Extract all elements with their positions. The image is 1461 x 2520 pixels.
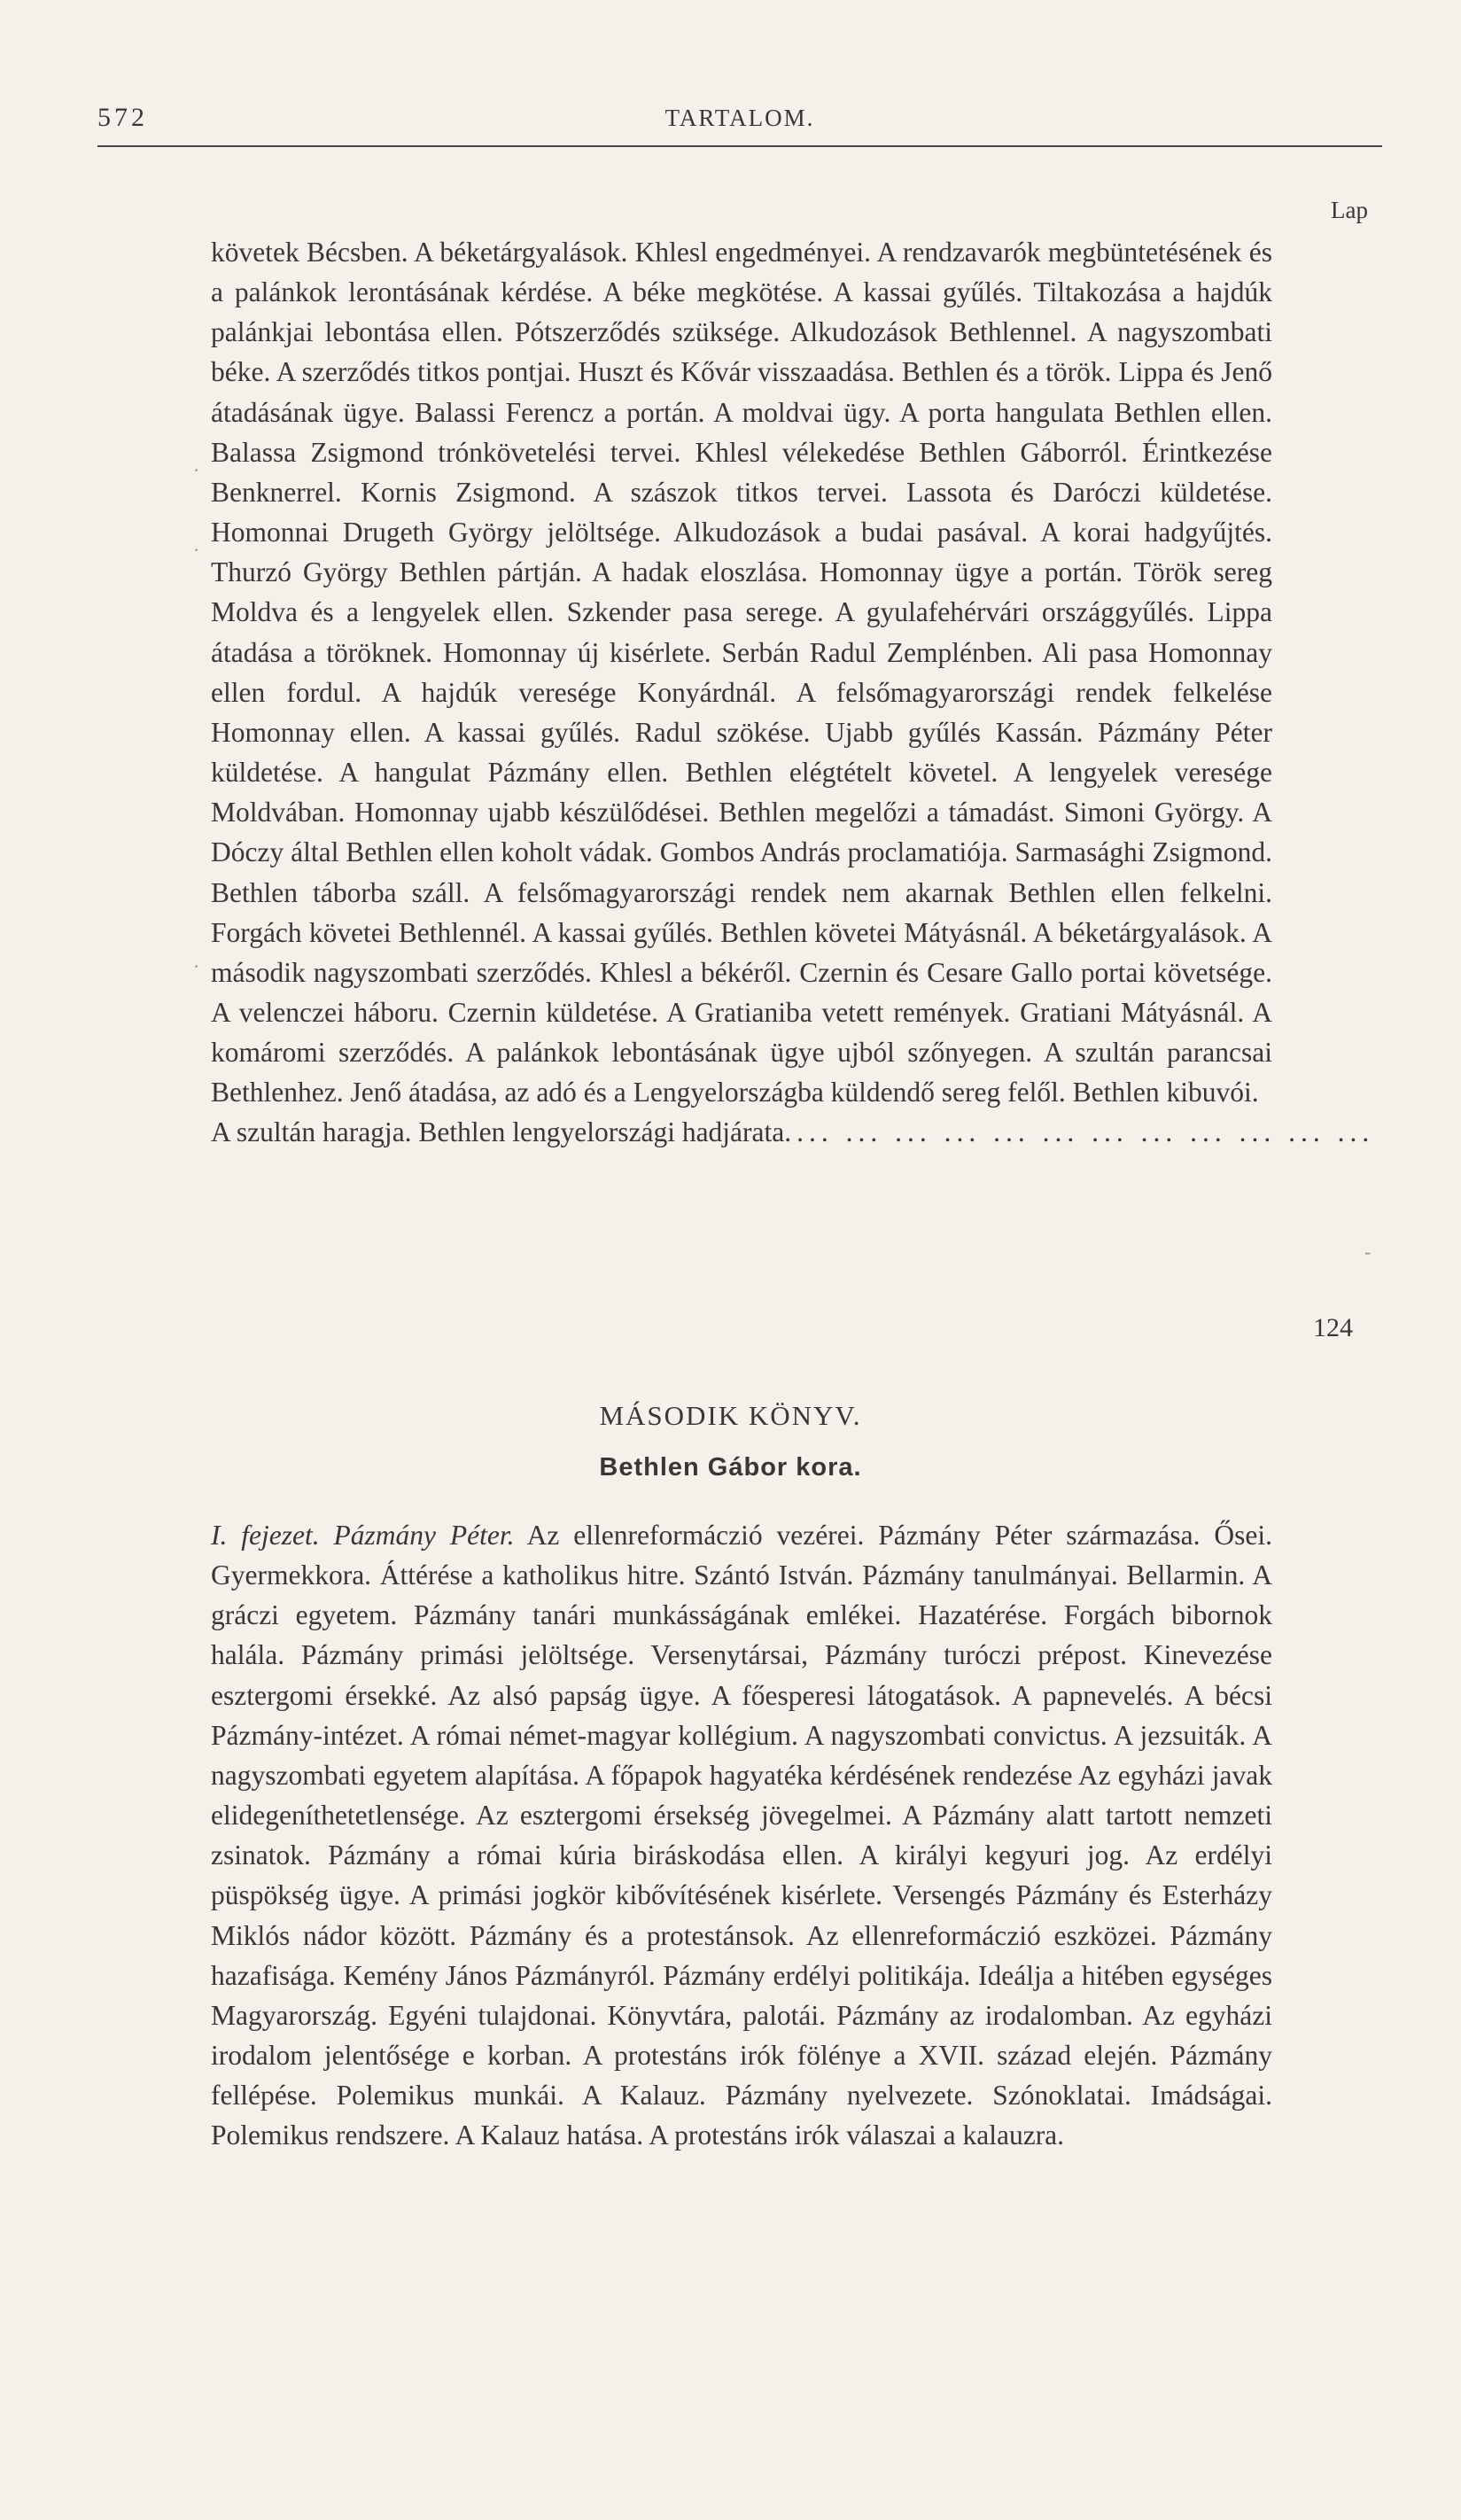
margin-mark: · — [193, 539, 200, 561]
book-title: MÁSODIK KÖNYV. — [599, 1400, 862, 1431]
page-header — [97, 99, 1382, 147]
book-subtitle: Bethlen Gábor kora. — [599, 1453, 862, 1482]
last-line-text: A szultán haragja. Bethlen lengyelországi hadjárata. — [211, 1116, 792, 1148]
running-head: TARTALOM. — [664, 105, 815, 131]
page-number: 572 — [97, 103, 148, 132]
lap-column-label: Lap — [1331, 197, 1368, 223]
paragraph-2-text: Az ellenreformáczió vezérei. Pázmány Péter származása. Ősei. Gyermekkora. Áttérése a katholikus hitre. Szántó István. Pázmány tanulmányai. Bellarmin. A gráczi egyetem. Pázmány tanári munkásságának emlékei. Hazatérése. Forgách bibornok halála. Pázmány primási jelöltsége. Versenytársai, Pázmány turóczi prépost. Kinevezése esztergomi érsekké. Az alsó papság ügye. A főesperesi látogatások. A papnevelés. A bécsi Pázmány-intézet. A római német-magyar kollégium. A nagyszombati convictus. A jezsuiták. A nagyszombati egyetem alapítása. A főpapok hagyatéka kérdésének rendezése Az egyházi javak elidegeníthetetlensége. Az esztergomi érsekség jövegelmei. A Pázmány alatt tartott nemzeti zsinatok. Pázmány a római kúria biráskodása ellen. A királyi kegyuri jog. Az erdélyi püspökség ügye. A primási jogkör kibővítésének kisérlete. Versengés Pázmány és Esterházy Miklós nádor között. Pázmány és a protestánsok. Az ellenreformáczió eszközei. Pázmány hazafisága. Kemény János Pázmányról. Pázmány erdélyi politikája. Ideálja a hitében egységes Magyarország. Egyéni tulajdonai. Könyvtára, palotái. Pázmány az irodalomban. Az egyházi irodalom jelentősége e korban. A protestáns irók fölénye a XVII. század elején. Pázmány fellépése. Polemikus munkái. A Kalauz. Pázmány nyelvezete. Szónoklatai. Imádságai. Polemikus rendszere. A Kalauz hatása. A protestáns irók válaszai a kalauzra. — [211, 1520, 1273, 2151]
chapter-label: I. fejezet. Pázmány Péter. — [211, 1520, 515, 1551]
margin-mark: · — [193, 955, 200, 977]
margin-mark: · — [193, 459, 200, 481]
leader-dots: ... ... ... ... ... ... ... ... ... ... ... ... — [797, 1116, 1375, 1148]
contents-paragraph-2 — [211, 1515, 1272, 2156]
paragraph-1-last-line — [211, 1112, 1375, 1152]
contents-paragraph-1 — [211, 232, 1375, 1153]
margin-mark: - — [1364, 1241, 1372, 1263]
paragraph-1-text: követek Bécsben. A béketárgyalások. Khlesl engedményei. A rendzavarók megbüntetésének és a palánkok lerontásának kérdése. A béke megkötése. A kassai gyűlés. Tiltakozása a hajdúk palánkjai lebontása ellen. Pótszerződés szüksége. Alkudozások Bethlennel. A nagyszombati béke. A szerződés titkos pontjai. Huszt és Kővár visszaadása. Bethlen és a török. Lippa és Jenő átadásának ügye. Balassi Ferencz a portán. A moldvai ügy. A porta hangulata Bethlen ellen. Balassa Zsigmond trónkövetelési tervei. Khlesl vélekedése Bethlen Gáborról. Érintkezése Benknerrel. Kornis Zsigmond. A szászok titkos tervei. Lassota és Daróczi küldetése. Homonnai Drugeth György jelöltsége. Alkudozások a budai pasával. A korai hadgyűjtés. Thurzó György Bethlen pártján. A hadak eloszlása. Homonnay ügye a portán. Török sereg Moldva és a lengyelek ellen. Szkender pasa serege. A gyulafehérvári országgyűlés. Lippa átadása a töröknek. Homonnay új kisérlete. Serbán Radul Zemplénben. Ali pasa Homonnay ellen fordul. A hajdúk veresége Konyárdnál. A felsőmagyarországi rendek felkelése Homonnay ellen. A kassai gyűlés. Radul szökése. Ujabb gyűlés Kassán. Pázmány Péter küldetése. A hangulat Pázmány ellen. Bethlen elégtételt követel. A lengyelek veresége Moldvában. Homonnay ujabb készülődései. Bethlen megelőzi a támadást. Simoni György. A Dóczy által Bethlen ellen koholt vádak. Gombos András proclamatiója. Sarmasághi Zsigmond. Bethlen táborba száll. A felsőmagyarországi rendek nem akarnak Bethlen ellen felkelni. Forgách követei Bethlennél. A kassai gyűlés. Bethlen követei Mátyásnál. A béketárgyalások. A második nagyszombati szerződés. Khlesl a békéről. Czernin és Cesare Gallo portai követsége. A velenczei háboru. Czernin küldetése. A Gratianiba vetett remények. Gratiani Mátyásnál. A komáromi szerződés. A palánkok lebontásának ügye ujból szőnyegen. A szultán parancsai Bethlenhez. Jenő átadása, az adó és a Lengyelországba küldendő sereg felől. Bethlen kibuvói. — [211, 237, 1272, 1108]
page-reference: 124 — [1313, 1313, 1353, 1342]
